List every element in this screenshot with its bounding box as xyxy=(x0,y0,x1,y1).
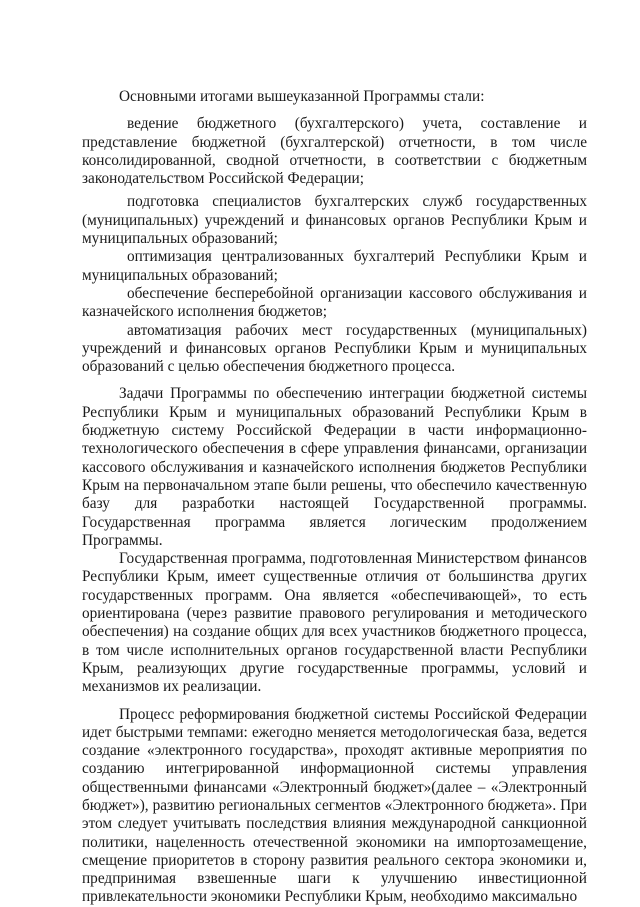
list-item: обеспечение бесперебойной организации кассового обслуживания и казначейского исполнения бюджетов; xyxy=(82,284,587,321)
intro-paragraph: Основными итогами вышеуказанной Программы стали: xyxy=(119,88,485,105)
document-body xyxy=(82,88,587,907)
body-paragraph: Процесс реформирования бюджетной системы Российской Федерации идет быстрыми темпами: ежегодно меняется методологическая база, ведется создание «электронного государства», проходят активные мероприятия по созданию интегрированной информационной системы управления общественными финансами «Электронный бюджет»(далее – «Электронный бюджет»), развитию региональных сегментов «Электронного бюджета». При этом следует учитывать последствия влияния международной санкционной политики, нацеленность отечественной экономики на импортозамещение, смещение приоритетов в сторону развития реального сектора экономики и, предпринимая взвешенные шаги к улучшению инвестиционной привлекательности экономики Республики Крым, необходимо максимально xyxy=(82,705,587,906)
list-item: ведение бюджетного (бухгалтерского) учета, составление и представление бюджетной (бухгалтерской) отчетности, в том числе консолидированной, сводной отчетности, в соответствии с бюджетным законодательством Российской Федерации; xyxy=(82,115,587,188)
list-item: автоматизация рабочих мест государственных (муниципальных) учреждений и финансовых органов Республики Крым и муниципальных образований с целью обеспечения бюджетного процесса. xyxy=(82,321,587,376)
body-paragraph: Государственная программа, подготовленная Министерством финансов Республики Крым, имеет существенные отличия от большинства других государственных программ. Она является «обеспечивающей», то есть ориентирована (через развитие правового регулирования и методического обеспечения) на создание общих для всех участников бюджетного процесса, в том числе исполнительных органов государственной власти Республики Крым, реализующих другие государственные программы, условий и механизмов их реализации. xyxy=(82,550,587,696)
body-paragraph: Задачи Программы по обеспечению интеграции бюджетной системы Республики Крым и муниципальных образований Республики Крым в бюджетную систему Российской Федерации в части информационно-технологического обеспечения в сфере управления финансами, организации кассового обслуживания и казначейского исполнения бюджетов Республики Крым на первоначальном этапе были решены, что обеспечило качественную базу для разработки настоящей Государственной программы. Государственная программа является логическим продолжением Программы. xyxy=(82,385,587,549)
list-item: оптимизация централизованных бухгалтерий Республики Крым и муниципальных образований; xyxy=(82,248,587,284)
list-item: подготовка специалистов бухгалтерских служб государственных (муниципальных) учреждений и финансовых органов Республики Крым и муниципальных образований; xyxy=(82,193,587,248)
